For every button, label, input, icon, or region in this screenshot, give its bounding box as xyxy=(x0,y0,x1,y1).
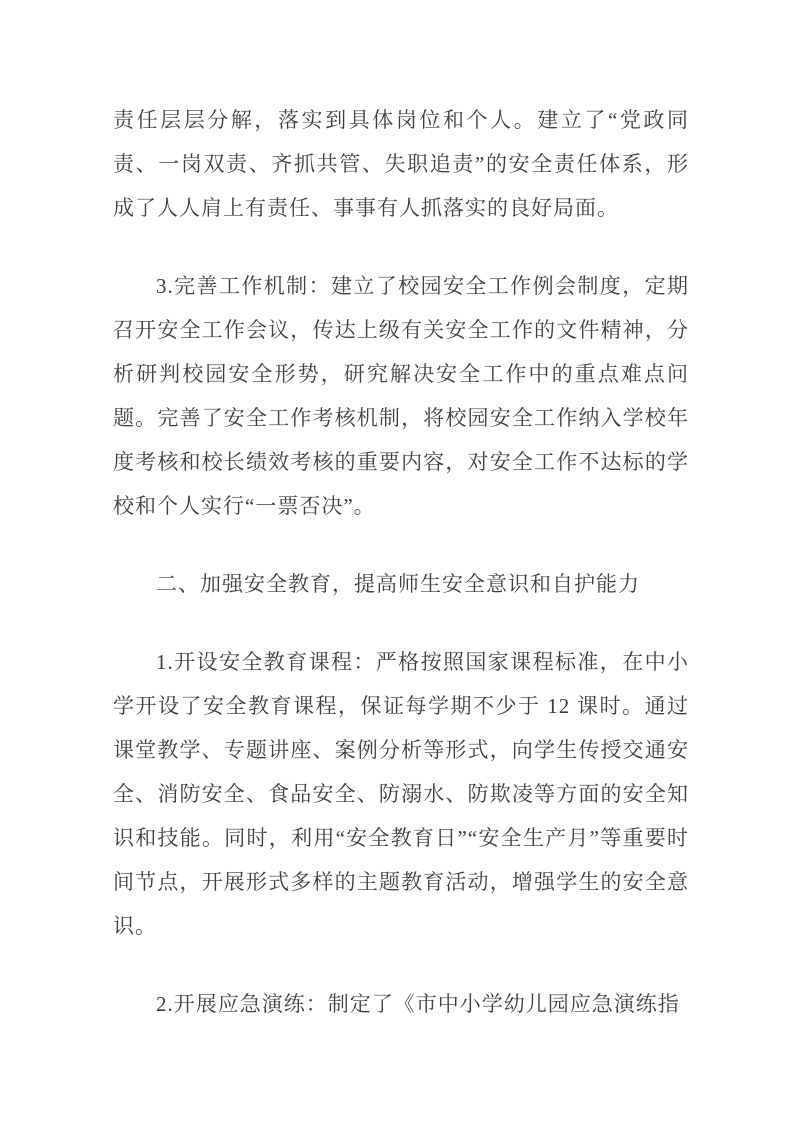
paragraph-safety-courses: 1.开设安全教育课程：严格按照国家课程标准，在中小学开设了安全教育课程，保证每学期不少于 12 课时。通过课堂教学、专题讲座、案例分析等形式，向学生传授交通安全、消防安全、食品安全、防溺水、防欺凌等方面的安全知识和技能。同时，利用“安全教育日”“安全生产月”等重要时间节点，开展形式多样的主题教育活动，增强学生的安全意识。 xyxy=(113,650,689,938)
paragraph-emergency-drills: 2.开展应急演练：制定了《市中小学幼儿园应急演练指 xyxy=(156,992,680,1016)
paragraph-work-mechanism: 3.完善工作机制：建立了校园安全工作例会制度，定期召开安全工作会议，传达上级有关安全工作的文件精神，分析研判校园安全形势，研究解决安全工作中的重点难点问题。完善了安全工作考核机制，将校园安全工作纳入学校年度考核和校长绩效考核的重要内容，对安全工作不达标的学校和个人实行“一票否决”。 xyxy=(113,274,689,518)
paragraph-responsibility-continuation: 责任层层分解，落实到具体岗位和个人。建立了“党政同责、一岗双责、齐抓共管、失职追责”的安全责任体系，形成了人人肩上有责任、事事有人抓落实的良好局面。 xyxy=(113,108,689,220)
section-heading-safety-education: 二、加强安全教育，提高师生安全意识和自护能力 xyxy=(156,572,640,596)
